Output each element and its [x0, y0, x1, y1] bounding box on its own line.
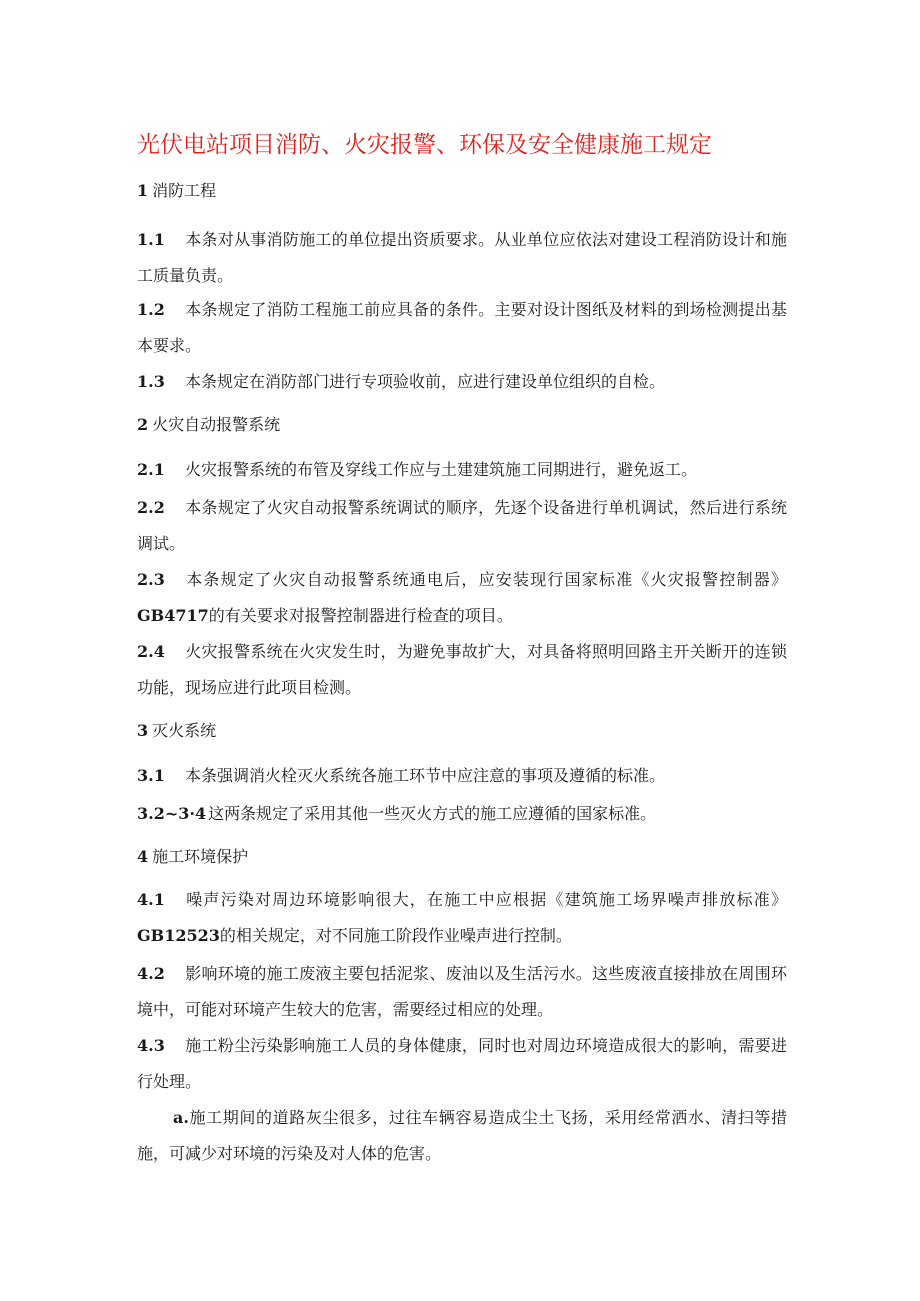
clause-text-b: 的有关要求对报警控制器进行检查的项目。 — [208, 606, 513, 625]
clause-2-4 — [137, 634, 787, 706]
section-heading-2 — [137, 412, 280, 435]
clause-4-3-a — [137, 1100, 787, 1172]
clause-number: 3.1 — [137, 766, 165, 785]
clause-1-1 — [137, 222, 787, 294]
clause-number: 1.1 — [137, 230, 165, 249]
clause-text-b: 的相关规定，对不同施工阶段作业噪声进行控制。 — [219, 926, 572, 945]
clause-text-a: 噪声污染对周边环境影响很大，在施工中应根据《建筑施工场界噪声排放标准》 — [185, 890, 787, 909]
section-number: 3 — [137, 721, 149, 740]
clause-text: 本条规定了火灾自动报警系统调试的顺序，先逐个设备进行单机调试，然后进行系统调试。 — [137, 498, 787, 553]
clause-text: 火灾报警系统的布管及穿线工作应与土建建筑施工同期进行，避免返工。 — [185, 460, 698, 479]
section-number: 1 — [137, 181, 149, 200]
clause-text-a: 本条规定了火灾自动报警系统通电后，应安装现行国家标准《火灾报警控制器》 — [185, 570, 787, 589]
clause-text: 本条规定了消防工程施工前应具备的条件。主要对设计图纸及材料的到场检测提出基本要求。 — [137, 300, 787, 355]
clause-number: 1.2 — [137, 300, 165, 319]
clause-text: 本条强调消火栓灭火系统各施工环节中应注意的事项及遵循的标准。 — [185, 766, 666, 785]
clause-text: 本条规定在消防部门进行专项验收前，应进行建设单位组织的自检。 — [185, 372, 666, 391]
section-title: 消防工程 — [152, 181, 217, 200]
section-number: 4 — [137, 847, 149, 866]
clause-1-3 — [137, 364, 787, 400]
clause-number: 3.2~3·4 — [137, 804, 207, 823]
clause-number: 1.3 — [137, 372, 165, 391]
clause-3-2-3-4 — [137, 796, 787, 832]
document-title: 光伏电站项目消防、火灾报警、环保及安全健康施工规定 — [137, 132, 712, 158]
clause-number: 4.2 — [137, 964, 165, 983]
clause-text: 施工粉尘污染影响施工人员的身体健康，同时也对周边环境造成很大的影响，需要进行处理。 — [137, 1036, 787, 1091]
clause-4-3 — [137, 1028, 787, 1100]
section-heading-4 — [137, 844, 248, 867]
clause-text: 这两条规定了采用其他一些灭火方式的施工应遵循的国家标准。 — [208, 804, 657, 823]
clause-1-2 — [137, 292, 787, 364]
clause-text: 本条对从事消防施工的单位提出资质要求。从业单位应依法对建设工程消防设计和施工质量负责。 — [137, 230, 787, 285]
clause-2-1 — [137, 452, 787, 488]
clause-text: 施工期间的道路灰尘很多，过往车辆容易造成尘土飞扬，采用经常洒水、清扫等措施，可减少对环境的污染及对人体的危害。 — [137, 1108, 787, 1163]
clause-2-3 — [137, 562, 787, 634]
clause-3-1 — [137, 758, 787, 794]
standard-code: GB12523 — [137, 926, 220, 945]
standard-code: GB4717 — [137, 606, 209, 625]
section-title: 火灾自动报警系统 — [152, 415, 281, 434]
clause-text: 火灾报警系统在火灾发生时，为避免事故扩大，对具备将照明回路主开关断开的连锁功能，现场应进行此项目检测。 — [137, 642, 787, 697]
clause-number: 2.2 — [137, 498, 165, 517]
clause-number: 4.3 — [137, 1036, 165, 1055]
clause-text: 影响环境的施工废液主要包括泥浆、废油以及生活污水。这些废液直接排放在周围环境中，可能对环境产生较大的危害，需要经过相应的处理。 — [137, 964, 787, 1019]
section-heading-1 — [137, 178, 216, 201]
clause-number: 4.1 — [137, 890, 165, 909]
clause-number: 2.1 — [137, 460, 165, 479]
clause-number: 2.4 — [137, 642, 165, 661]
sub-item-marker: a. — [173, 1108, 189, 1127]
clause-4-1 — [137, 882, 787, 954]
section-title: 灭火系统 — [152, 721, 217, 740]
section-number: 2 — [137, 415, 149, 434]
section-heading-3 — [137, 718, 216, 741]
section-title: 施工环境保护 — [152, 847, 249, 866]
clause-4-2 — [137, 956, 787, 1028]
clause-number: 2.3 — [137, 570, 165, 589]
clause-2-2 — [137, 490, 787, 562]
